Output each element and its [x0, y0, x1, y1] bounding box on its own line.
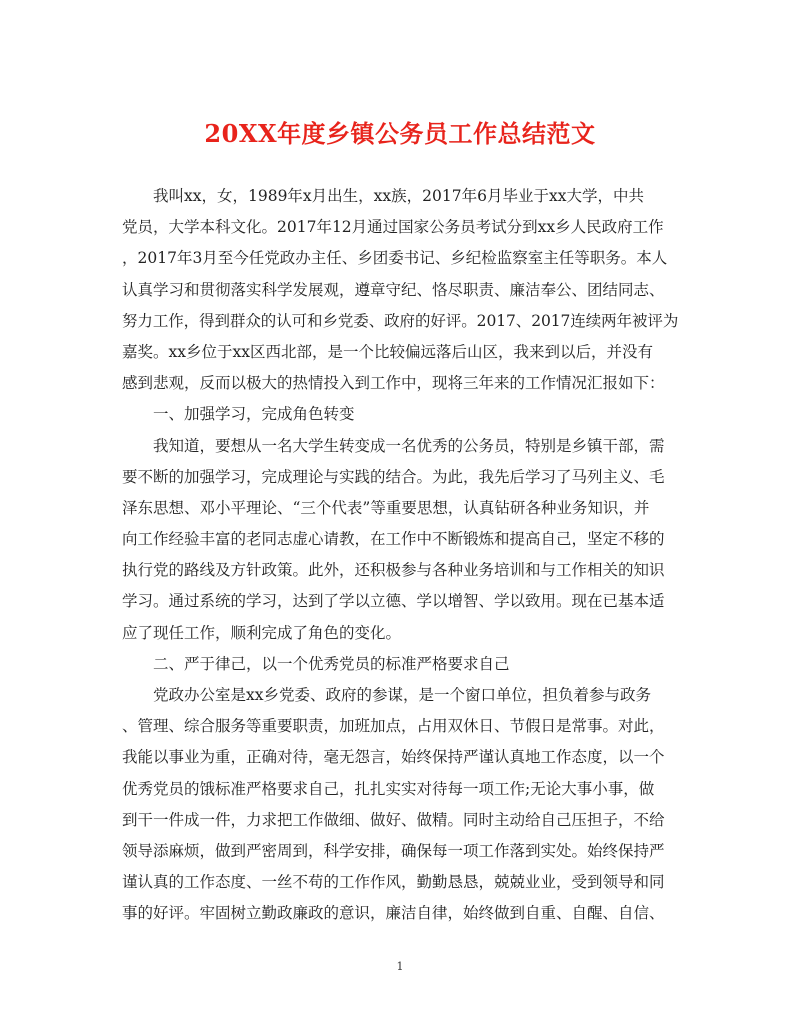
- body-line: 执行党的路线及方针政策。此外，还积极参与各种业务培训和与工作相关的知识: [122, 561, 665, 580]
- section-heading: 二、严于律己，以一个优秀党员的标准严格要求自己: [153, 654, 510, 673]
- body-line: 嘉奖。xx乡位于xx区西北部，是一个比较偏远落后山区，我来到以后，并没有: [122, 342, 653, 361]
- body-line: 优秀党员的饿标准严格要求自己，扎扎实实对待每一项工作;无论大事小事，做: [122, 779, 655, 798]
- body-line: ，2017年3月至今任党政办主任、乡团委书记、乡纪检监察室主任等职务。本人: [122, 249, 668, 268]
- body-line: 我能以事业为重，正确对待，毫无怨言，始终保持严谨认真地工作态度，以一个: [122, 748, 665, 767]
- body-line: 认真学习和贯彻落实科学发展观，遵章守纪、恪尽职责、廉洁奉公、团结同志、: [122, 280, 665, 299]
- body-line: 领导添麻烦，做到严密周到，科学安排，确保每一项工作落到实处。始终保持严: [122, 841, 665, 860]
- body-line: 努力工作，得到群众的认可和乡党委、政府的好评。2017、2017连续两年被评为: [122, 311, 679, 330]
- body-line: 党政办公室是xx乡党委、政府的参谋，是一个窗口单位，担负着参与政务: [153, 686, 651, 704]
- body-line: 感到悲观，反而以极大的热情投入到工作中，现将三年来的工作情况汇报如下：: [122, 374, 665, 393]
- section-heading: 一、加强学习，完成角色转变: [153, 405, 355, 424]
- body-line: 党员，大学本科文化。2017年12月通过国家公务员考试分到xx乡人民政府工作: [122, 218, 664, 237]
- body-line: 谨认真的工作态度、一丝不苟的工作作风，勤勤恳恳，兢兢业业，受到领导和同: [122, 873, 665, 892]
- document-title: 20XX年度乡镇公务员工作总结范文: [204, 119, 596, 148]
- body-line: 泽东思想、邓小平理论、“三个代表”等重要思想，认真钻研各种业务知识，并: [122, 498, 650, 517]
- body-line: 应了现任工作，顺利完成了角色的变化。: [122, 623, 402, 642]
- body-line: 事的好评。牢固树立勤政廉政的意识，廉洁自律，始终做到自重、自醒、自信、: [122, 904, 665, 923]
- body-line: 要不断的加强学习，完成理论与实践的结合。为此，我先后学习了马列主义、毛: [122, 467, 665, 486]
- body-line: 我叫xx，女，1989年x月出生，xx族，2017年6月毕业于xx大学，中共: [153, 187, 644, 205]
- body-line: 学习。通过系统的学习，达到了学以立德、学以增智、学以致用。现在已基本适: [122, 592, 665, 611]
- body-line: 到干一件成一件，力求把工作做细、做好、做精。同时主动给自己压担子，不给: [122, 810, 665, 829]
- body-line: 向工作经验丰富的老同志虚心请教，在工作中不断锻炼和提高自己，坚定不移的: [122, 530, 665, 549]
- page-number: 1: [396, 960, 404, 973]
- body-line: 、管理、综合服务等重要职责，加班加点，占用双休日、节假日是常事。对此，: [122, 717, 665, 736]
- body-line: 我知道，要想从一名大学生转变成一名优秀的公务员，特别是乡镇干部，需: [153, 436, 665, 455]
- document-body: [122, 181, 678, 930]
